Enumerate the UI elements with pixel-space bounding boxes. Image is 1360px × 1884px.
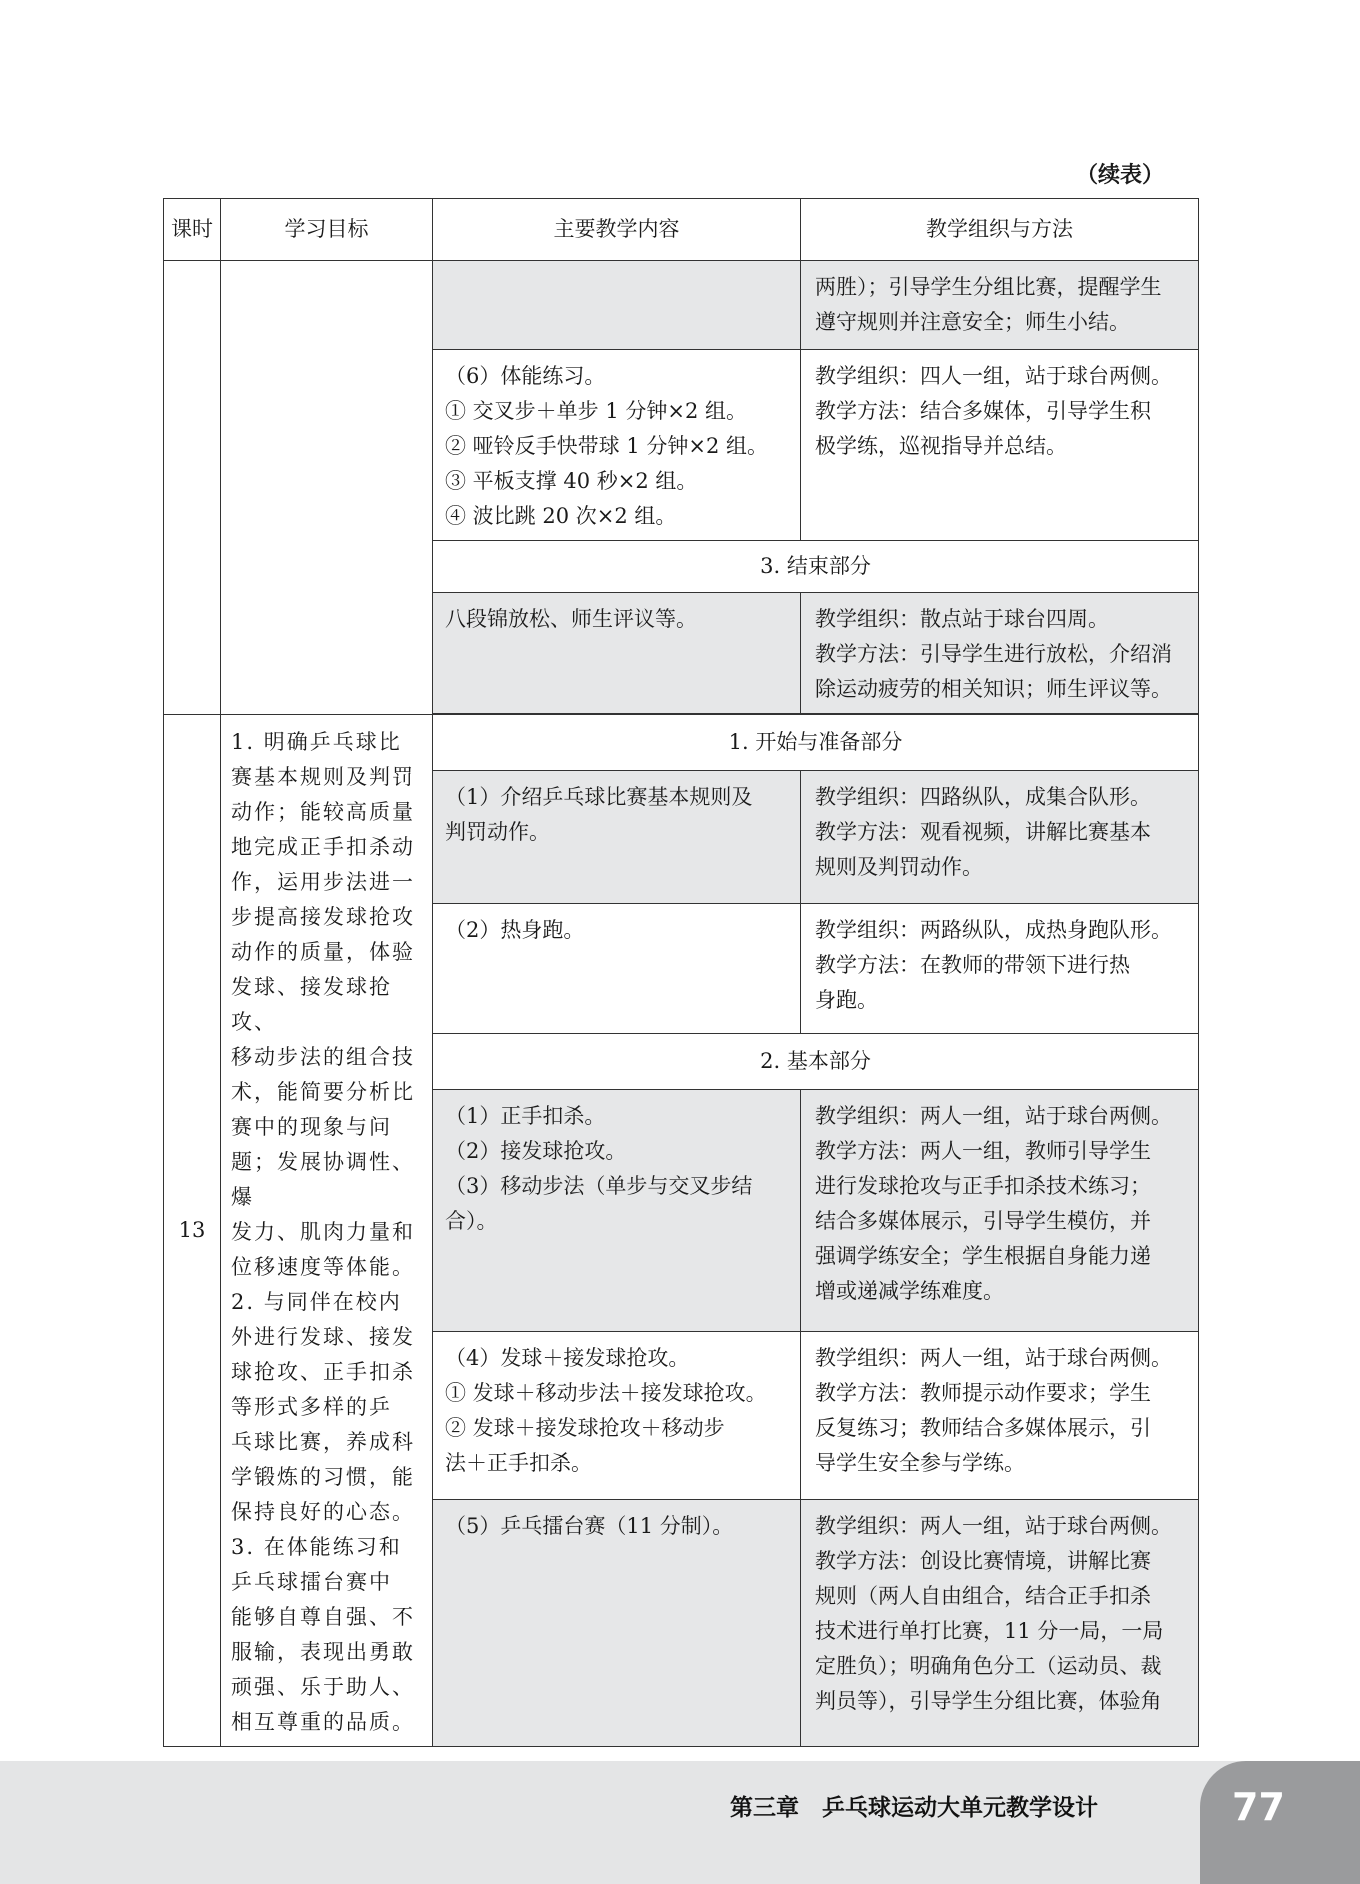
- text-line: 除运动疲劳的相关知识；师生评议等。: [815, 677, 1172, 701]
- method-cell: [801, 770, 1199, 903]
- objectives-cell: [221, 715, 433, 1747]
- objectives-cell-prev: [221, 261, 433, 715]
- text-line: 术，能简要分析比: [231, 1080, 415, 1104]
- text-line: 服输，表现出勇敢: [231, 1640, 415, 1664]
- footer-band: [0, 1761, 1360, 1884]
- text-line: 八段锦放松、师生评议等。: [445, 607, 697, 631]
- text-line: 步提高接发球抢攻: [231, 905, 415, 929]
- text-line: 发球、接发球抢攻、: [231, 975, 392, 1034]
- text-line: ④ 波比跳 20 次×2 组。: [445, 504, 677, 528]
- lesson-plan-table: [163, 198, 1199, 1747]
- method-cell: [801, 261, 1199, 350]
- text-line: 乒乓球擂台赛中: [231, 1570, 392, 1594]
- text-line: 技术进行单打比赛，11 分一局，一局: [815, 1618, 1164, 1643]
- text-line: 赛基本规则及判罚: [231, 765, 415, 789]
- text-line: 强调学练安全；学生根据自身能力递: [815, 1243, 1151, 1268]
- text-line: 教学组织：四人一组，站于球台两侧。: [815, 364, 1172, 388]
- text-line: 教学方法：结合多媒体，引导学生积: [815, 399, 1151, 423]
- text-line: 教学组织：四路纵队，成集合队形。: [815, 784, 1151, 809]
- text-line: 外进行发球、接发: [231, 1325, 415, 1349]
- text-line: 动作；能较高质量: [231, 800, 415, 824]
- text-line: 教学组织：两人一组，站于球台两侧。: [815, 1103, 1172, 1128]
- text-line: 教学方法：引导学生进行放松，介绍消: [815, 642, 1172, 666]
- text-line: 增或递减学练难度。: [815, 1278, 1004, 1303]
- text-line: 结合多媒体展示，引导学生模仿，并: [815, 1208, 1151, 1233]
- text-line: 1. 明确乒乓球比: [231, 730, 402, 754]
- text-line: 合）。: [445, 1208, 498, 1233]
- method-cell: [801, 593, 1199, 714]
- header-objectives: 学习目标: [221, 199, 433, 261]
- text-line: 动作的质量，体验: [231, 940, 415, 964]
- method-cell: [801, 1089, 1199, 1332]
- text-line: 相互尊重的品质。: [231, 1710, 415, 1734]
- text-line: 身跑。: [815, 987, 878, 1012]
- text-line: （1）正手扣杀。: [445, 1103, 606, 1128]
- text-line: 规则及判罚动作。: [815, 854, 983, 879]
- text-line: 教学方法：教师提示动作要求；学生: [815, 1381, 1151, 1406]
- content-cell: [433, 903, 801, 1033]
- section-title: 1. 开始与准备部分: [433, 715, 1199, 771]
- table-header-row: [164, 199, 1199, 261]
- text-line: 教学组织：两人一组，站于球台两侧。: [815, 1346, 1172, 1371]
- text-line: ① 发球＋移动步法＋接发球抢攻。: [445, 1381, 767, 1406]
- text-line: （5）乒乓擂台赛（11 分制）。: [445, 1513, 734, 1538]
- text-line: 顽强、乐于助人、: [231, 1675, 415, 1699]
- text-line: 判员等），引导学生分组比赛，体验角: [815, 1688, 1162, 1713]
- text-line: ② 发球＋接发球抢攻＋移动步: [445, 1416, 725, 1441]
- page-number: 77: [1232, 1785, 1285, 1829]
- content-cell: [433, 261, 801, 350]
- text-line: 教学方法：创设比赛情境，讲解比赛: [815, 1548, 1151, 1573]
- text-line: 进行发球抢攻与正手扣杀技术练习；: [815, 1173, 1151, 1198]
- header-content: 主要教学内容: [433, 199, 801, 261]
- section-title: 2. 基本部分: [433, 1033, 1199, 1089]
- text-line: 两胜）；引导学生分组比赛，提醒学生: [815, 275, 1162, 299]
- content-cell: [433, 770, 801, 903]
- text-line: 教学组织：两路纵队，成热身跑队形。: [815, 917, 1172, 942]
- text-line: 教学方法：在教师的带领下进行热: [815, 952, 1130, 977]
- text-line: （3）移动步法（单步与交叉步结: [445, 1173, 753, 1198]
- text-line: 遵守规则并注意安全；师生小结。: [815, 310, 1130, 334]
- content-cell: [433, 1089, 801, 1332]
- text-line: ② 哑铃反手快带球 1 分钟×2 组。: [445, 434, 769, 458]
- text-line: 赛中的现象与问: [231, 1115, 392, 1139]
- text-line: 教学方法：观看视频，讲解比赛基本: [815, 819, 1151, 844]
- text-line: 导学生安全参与学练。: [815, 1451, 1025, 1476]
- text-line: 法＋正手扣杀。: [445, 1451, 592, 1476]
- text-line: 教学方法：两人一组，教师引导学生: [815, 1138, 1151, 1163]
- text-line: （6）体能练习。: [445, 364, 606, 388]
- content-cell: [433, 1332, 801, 1500]
- section-row: [164, 715, 1199, 771]
- text-line: 3. 在体能练习和: [231, 1535, 402, 1559]
- text-line: 判罚动作。: [445, 819, 550, 844]
- method-cell: [801, 1332, 1199, 1500]
- method-cell: [801, 903, 1199, 1033]
- continued-label: （续表）: [1076, 163, 1165, 188]
- text-line: 能够自尊自强、不: [231, 1605, 415, 1629]
- text-line: 极学练，巡视指导并总结。: [815, 434, 1067, 458]
- text-line: 移动步法的组合技: [231, 1045, 415, 1069]
- content-cell: [433, 350, 801, 541]
- text-line: 球抢攻、正手扣杀: [231, 1360, 415, 1384]
- header-lesson: 课时: [164, 199, 221, 261]
- text-line: 保持良好的心态。: [231, 1500, 415, 1524]
- chapter-title: 第三章 乒乓球运动大单元教学设计: [730, 1795, 1098, 1821]
- text-line: （1）介绍乒乓球比赛基本规则及: [445, 784, 753, 809]
- text-line: 等形式多样的乒: [231, 1395, 392, 1419]
- text-line: 定胜负）；明确角色分工（运动员、裁: [815, 1653, 1162, 1678]
- text-line: 题；发展协调性、爆: [231, 1150, 415, 1209]
- text-line: 作，运用步法进一: [231, 870, 415, 894]
- text-line: （4）发球＋接发球抢攻。: [445, 1346, 690, 1371]
- table-row: [164, 261, 1199, 350]
- text-line: 乓球比赛，养成科: [231, 1430, 415, 1454]
- text-line: （2）热身跑。: [445, 917, 585, 942]
- text-line: 规则（两人自由组合，结合正手扣杀: [815, 1583, 1151, 1608]
- text-line: 反复练习；教师结合多媒体展示，引: [815, 1416, 1151, 1441]
- text-line: 发力、肌肉力量和: [231, 1220, 415, 1244]
- lesson-cell-prev: [164, 261, 221, 715]
- content-cell: [433, 1499, 801, 1746]
- text-line: 教学组织：两人一组，站于球台两侧。: [815, 1513, 1172, 1538]
- text-line: 学锻炼的习惯，能: [231, 1465, 415, 1489]
- text-line: 位移速度等体能。: [231, 1255, 415, 1279]
- method-cell: [801, 350, 1199, 541]
- header-method: 教学组织与方法: [801, 199, 1199, 261]
- text-line: ① 交叉步＋单步 1 分钟×2 组。: [445, 399, 748, 423]
- content-cell: [433, 593, 801, 714]
- text-line: 2. 与同伴在校内: [231, 1290, 402, 1314]
- section-title: 3. 结束部分: [433, 541, 1199, 593]
- text-line: ③ 平板支撑 40 秒×2 组。: [445, 469, 698, 493]
- method-cell: [801, 1499, 1199, 1746]
- lesson-number: 13: [164, 715, 221, 1747]
- text-line: （2）接发球抢攻。: [445, 1138, 627, 1163]
- text-line: 地完成正手扣杀动: [231, 835, 415, 859]
- text-line: 教学组织：散点站于球台四周。: [815, 607, 1109, 631]
